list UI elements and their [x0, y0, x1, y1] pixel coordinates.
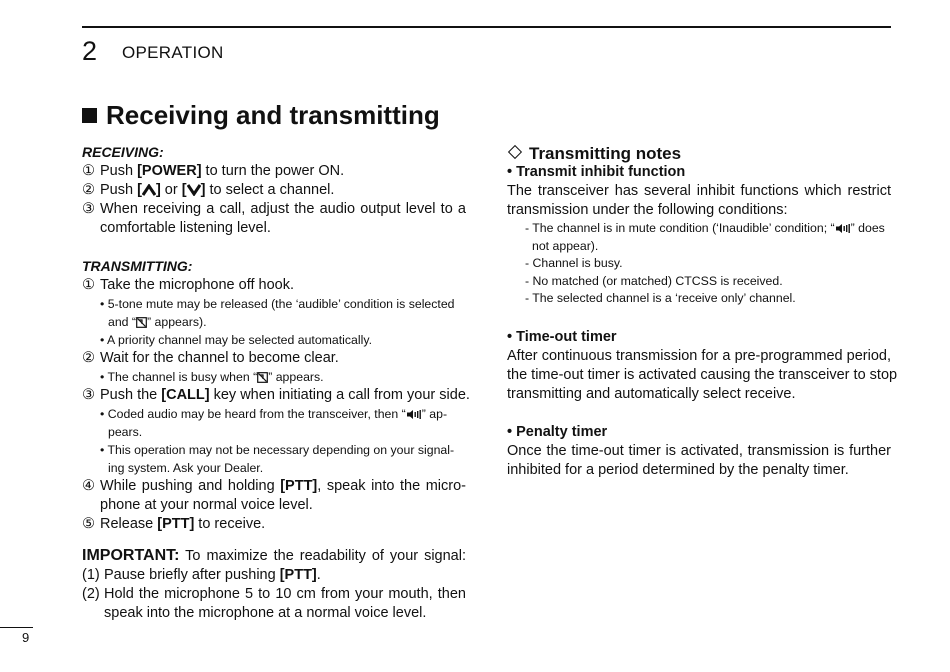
- receiving-heading: RECEIVING:: [82, 144, 164, 160]
- condition-4: - The selected channel is a ‘receive only’ channel.: [525, 291, 796, 305]
- diamond-icon: [508, 145, 522, 159]
- section-title: Receiving and transmitting: [82, 100, 440, 131]
- penalty-text-1: Once the time-out timer is activated, transmission is further: [507, 442, 891, 459]
- speaker-icon: [835, 223, 851, 234]
- right-column: [507, 143, 898, 480]
- receiving-step-3: ③ When receiving a call, adjust the audio output level to a: [82, 201, 466, 217]
- speaker-icon: [406, 409, 422, 420]
- condition-3: - No matched (or matched) CTCSS is received.: [525, 273, 783, 288]
- important-point-2: (2) Hold the microphone 5 to 10 cm from your mouth, then: [82, 586, 466, 602]
- left-column: [82, 143, 470, 623]
- timeout-text-2: the time-out timer is activated causing the transceiver to stop: [507, 366, 898, 383]
- transmitting-step-5: ⑤ Release [PTT] to receive.: [82, 516, 266, 532]
- penalty-text-2: inhibited for a period determined by the penalty timer.: [507, 461, 849, 478]
- step-3-note-2-cont: ing system. Ask your Dealer.: [108, 461, 264, 475]
- chapter-title: OPERATION: [122, 43, 224, 62]
- inhibit-heading: • Transmit inhibit function: [507, 164, 686, 180]
- timeout-heading: • Time-out timer: [507, 328, 617, 345]
- transmitting-step-2: ② Wait for the channel to become clear.: [82, 350, 339, 366]
- receiving-step-2: ② Push [ ] or [ ] to select a channel.: [82, 182, 335, 198]
- up-arrow-icon: [142, 184, 156, 196]
- step-3-note-2: • This operation may not be necessary depending on your signal-: [100, 443, 455, 457]
- inhibit-text-1: The transceiver has several inhibit functions which restrict: [507, 183, 891, 199]
- chapter-number: 2: [82, 36, 98, 66]
- mute-icon: [136, 317, 147, 328]
- transmitting-step-1: ① Take the microphone off hook.: [82, 277, 294, 293]
- square-bullet-icon: [82, 108, 97, 123]
- important-line: IMPORTANT: To maximize the readability of your signal:: [82, 547, 466, 564]
- condition-1: - The channel is in mute condition (‘Inaudible’ condition; “ ” does: [525, 221, 885, 235]
- condition-1-cont: not appear).: [532, 238, 599, 253]
- step-3-note-1-cont: pears.: [108, 425, 143, 439]
- important-point-2-cont: speak into the microphone at a normal voice level.: [104, 605, 427, 621]
- down-arrow-icon: [187, 184, 201, 196]
- important-point-1: (1) Pause briefly after pushing [PTT].: [82, 567, 321, 583]
- step-1-note-2: • A priority channel may be selected automatically.: [100, 333, 373, 347]
- transmitting-step-3: ③ Push the [CALL] key when initiating a call from your side.: [82, 387, 470, 403]
- transmitting-heading: TRANSMITTING:: [82, 258, 193, 274]
- condition-2: - Channel is busy.: [525, 256, 623, 270]
- transmitting-notes-title: Transmitting notes: [507, 144, 891, 163]
- step-1-note-1: • 5-tone mute may be released (the ‘audible’ condition is selected: [100, 297, 455, 311]
- transmitting-step-4-cont: phone at your normal voice level.: [100, 497, 313, 513]
- page-number: 9: [22, 630, 30, 645]
- inhibit-text-2: transmission under the following conditions:: [507, 202, 788, 218]
- busy-icon: [257, 372, 268, 383]
- step-1-note-1-cont: and “ ” appears).: [108, 315, 207, 329]
- timeout-text-1: After continuous transmission for a pre-programmed period,: [507, 347, 891, 364]
- transmitting-step-4: ④ While pushing and holding [PTT], speak into the micro-: [82, 478, 466, 494]
- step-2-note: • The channel is busy when “ ” appears.: [100, 370, 324, 384]
- receiving-step-1: ① Push [POWER] to turn the power ON.: [82, 163, 345, 179]
- step-3-note-1: • Coded audio may be heard from the transceiver, then “ ” ap-: [100, 407, 448, 421]
- receiving-step-3-cont: comfortable listening level.: [100, 220, 271, 236]
- header-rule: [82, 26, 891, 28]
- page-number-rule: [0, 627, 33, 628]
- timeout-text-3: transmitting and automatically select receive.: [507, 385, 796, 402]
- penalty-heading: • Penalty timer: [507, 423, 608, 440]
